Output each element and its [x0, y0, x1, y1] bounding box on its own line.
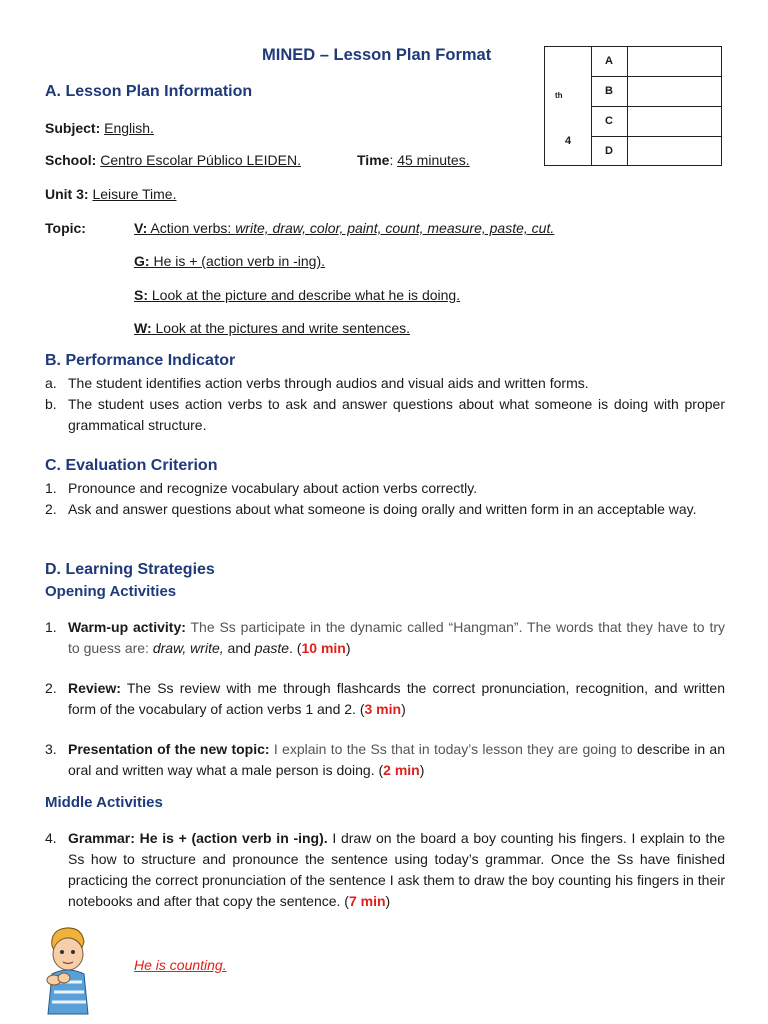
- grade-row-label: A: [591, 47, 628, 76]
- activity-marker: 4.: [45, 830, 57, 846]
- topic-speaking: [134, 285, 460, 306]
- page-title: MINED – Lesson Plan Format: [262, 46, 492, 64]
- middle-activities-heading: Middle Activities: [45, 794, 163, 811]
- grade-row-label: B: [591, 77, 628, 106]
- activity-label: Review:: [68, 680, 121, 696]
- activity-close-paren: ): [419, 762, 425, 778]
- section-a-heading: A. Lesson Plan Information: [45, 83, 253, 100]
- topic-g-text: He is + (action verb in -ing).: [153, 253, 326, 269]
- grade-row: [591, 137, 721, 166]
- topic-v-label: V:: [134, 220, 148, 236]
- section-b-heading: B. Performance Indicator: [45, 352, 236, 369]
- activity-grammar: [45, 828, 725, 912]
- criterion-marker: 2.: [45, 501, 57, 517]
- criterion-marker: 1.: [45, 480, 57, 496]
- activity-close-paren: ): [345, 640, 351, 656]
- grade-row-label: D: [591, 137, 628, 166]
- activity-words: draw, write,: [152, 640, 224, 656]
- activity-text: The Ss participate in the dynamic called “Hangman”. The words that they have to try to guess are:: [68, 619, 725, 656]
- activity-label: Presentation of the new topic:: [68, 741, 270, 757]
- grade-row: [591, 107, 721, 137]
- section-c-heading: C. Evaluation Criterion: [45, 457, 218, 474]
- activity-marker: 2.: [45, 680, 57, 696]
- activity-and: and: [223, 640, 255, 656]
- topic-grammar: [134, 251, 325, 272]
- topic-s-text: Look at the picture and describe what he is doing.: [151, 287, 461, 303]
- indicator-marker: a.: [45, 375, 57, 391]
- time-line: [357, 150, 470, 171]
- indicator-text: The student uses action verbs to ask and answer questions about what someone is doing with proper grammatical structure.: [68, 396, 725, 433]
- activity-text: describe in an oral and written way what a male person is doing. (: [68, 741, 725, 778]
- topic-vocabulary: [134, 218, 554, 239]
- activity-label: Warm-up activity:: [68, 619, 186, 635]
- school-line: [45, 150, 301, 171]
- activity-open-paren: . (: [289, 640, 302, 656]
- grade-number: 4: [565, 135, 572, 147]
- topic-v-prefix: Action verbs:: [150, 220, 236, 236]
- opening-activities-heading: Opening Activities: [45, 583, 177, 600]
- section-d-heading: D. Learning Strategies: [45, 561, 215, 578]
- activity-marker: 3.: [45, 741, 57, 757]
- topic-w-label: W:: [134, 320, 152, 336]
- time-label: Time: [357, 152, 390, 168]
- school-label: School:: [45, 152, 97, 168]
- subject-line: [45, 118, 154, 139]
- criterion-text: Pronounce and recognize vocabulary about action verbs correctly.: [68, 480, 478, 496]
- time-colon: :: [389, 152, 394, 168]
- activity-time: 2 min: [383, 762, 420, 778]
- activity-label: Grammar: He is + (action verb in -ing).: [68, 830, 328, 846]
- criterion-text: Ask and answer questions about what someone is doing orally and written form in an acceptable way.: [68, 501, 697, 517]
- grade-table: [544, 46, 722, 166]
- grade-row-label: C: [591, 107, 628, 136]
- activity-close-paren: ): [401, 701, 406, 717]
- topic-label: Topic:: [45, 220, 86, 236]
- school-value: Centro Escolar Público LEIDEN.: [100, 152, 301, 168]
- topic-g-label: G:: [134, 253, 150, 269]
- topic-s-label: S:: [134, 287, 148, 303]
- activity-presentation: [45, 739, 725, 781]
- activity-time: 7 min: [348, 893, 386, 909]
- subject-label: Subject:: [45, 120, 101, 136]
- subject-value: English.: [104, 120, 154, 136]
- topic-label-wrap: [45, 218, 86, 239]
- example-sentence: He is counting.: [134, 957, 227, 973]
- topic-writing: [134, 318, 410, 339]
- activity-text-gray: I explain to the Ss that in today’s lesson they are going to: [269, 741, 633, 757]
- unit-value: Leisure Time.: [92, 186, 177, 202]
- activity-close-paren: ): [385, 893, 391, 909]
- criterion-item: [45, 478, 725, 499]
- activity-text: I draw on the board a boy counting his fingers. I explain to the Ss how to structure and pronounce the sentence using today’s grammar. Once the Ss have finished practicing the correct pronunciation of the sentence I ask them to draw the boy counting his fingers in their notebooks and after that copy the sentence. (: [68, 830, 725, 909]
- boy-counting-illustration: [38, 924, 98, 1018]
- indicator-text: The student identifies action verbs through audios and visual aids and written forms.: [68, 375, 589, 391]
- activity-warm-up: [45, 617, 725, 659]
- activity-marker: 1.: [45, 619, 57, 635]
- activity-time: 3 min: [364, 701, 402, 717]
- indicator-item: [45, 394, 725, 436]
- indicator-item: [45, 373, 725, 394]
- activity-time: 10 min: [301, 640, 346, 656]
- grade-suffix: th: [555, 91, 563, 100]
- grade-row: [591, 77, 721, 107]
- grade-cell: [545, 47, 592, 165]
- criterion-item: [45, 499, 725, 520]
- grade-row: [591, 47, 721, 77]
- activity-words-2: paste: [254, 640, 290, 656]
- topic-w-text: Look at the pictures and write sentences.: [155, 320, 410, 336]
- time-value: 45 minutes.: [397, 152, 470, 168]
- activity-text: The Ss review with me through flashcards the correct pronunciation, recognition, and written form of the vocabulary of action verbs 1 and 2. (: [68, 680, 725, 717]
- unit-line: [45, 184, 177, 205]
- topic-v-words: write, draw, color, paint, count, measure, paste, cut.: [235, 220, 555, 236]
- indicator-marker: b.: [45, 396, 57, 412]
- unit-label: Unit 3:: [45, 186, 89, 202]
- activity-review: [45, 678, 725, 720]
